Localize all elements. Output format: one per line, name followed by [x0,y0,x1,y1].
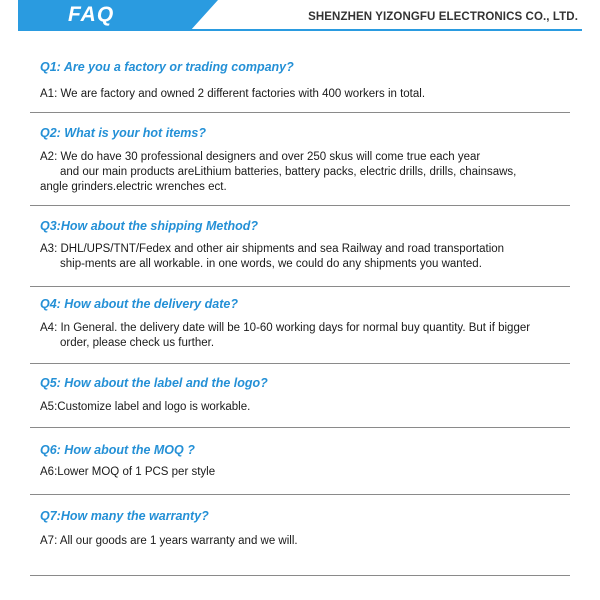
question-5: Q5: How about the label and the logo? [40,376,268,390]
answer-1 [40,87,560,102]
divider [30,205,570,206]
question-2: Q2: What is your hot items? [40,126,206,140]
faq-title: FAQ [68,3,115,26]
faq-banner [18,0,218,31]
answer-2 [40,150,560,195]
divider [30,286,570,287]
question-6: Q6: How about the MOQ ? [40,443,195,457]
question-1: Q1: Are you a factory or trading company? [40,60,294,74]
divider [30,363,570,364]
answer-1-line-1: A1: We are factory and owned 2 different factories with 400 workers in total. [40,88,426,100]
answer-7-line-1: A7: All our goods are 1 years warranty and we will. [40,535,298,547]
answer-4-line-1: A4: In General. the delivery date will be 10-60 working days for normal buy quantity. But if bigger [40,322,531,334]
answer-4-line-2: order, please check us further. [60,337,215,349]
answer-5-line-1: A5:Customize label and logo is workable. [40,401,251,413]
answer-3-line-2: ship-ments are all workable. in one words, we could do any shipments you wanted. [60,258,482,270]
header-underline [18,29,582,31]
answer-6-line-1: A6:Lower MOQ of 1 PCS per style [40,466,216,478]
answer-4 [40,321,560,351]
divider [30,494,570,495]
answer-3 [40,242,560,272]
answer-5 [40,400,560,415]
answer-2-line-1: A2: We do have 30 professional designers and over 250 skus will come true each year [40,151,481,163]
question-4: Q4: How about the delivery date? [40,297,238,311]
divider [30,427,570,428]
divider [30,112,570,113]
company-name: SHENZHEN YIZONGFU ELECTRONICS CO., LTD. [308,11,578,23]
answer-7 [40,534,560,549]
question-3: Q3:How about the shipping Method? [40,219,259,233]
answer-3-line-1: A3: DHL/UPS/TNT/Fedex and other air shipments and sea Railway and road transportation [40,243,505,255]
divider [30,575,570,576]
answer-2-line-3: angle grinders.electric wrenches ect. [40,181,227,193]
answer-6 [40,465,560,480]
question-7: Q7:How many the warranty? [40,509,209,523]
answer-2-line-2: and our main products areLithium batteries, battery packs, electric drills, drills, chainsaws, [60,166,517,178]
